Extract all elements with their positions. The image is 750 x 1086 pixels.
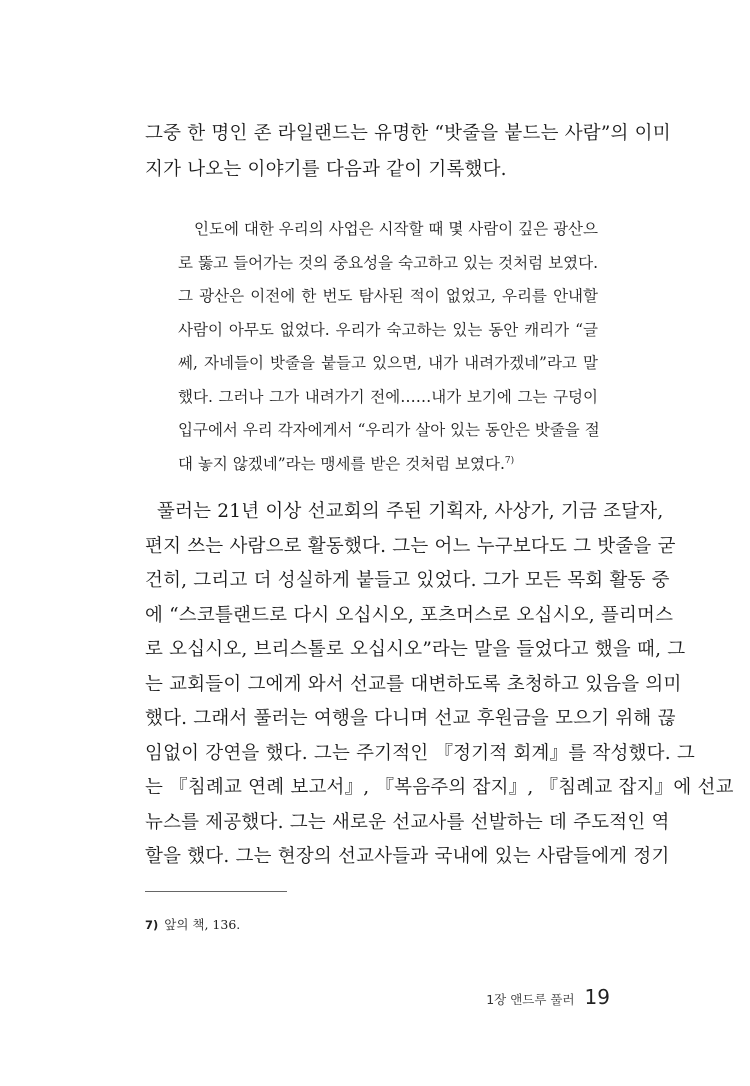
- quote-line: 입구에서 우리 각자에게서 “우리가 살아 있는 동안은 밧줄을 절: [178, 421, 600, 439]
- body-line: 했다. 그래서 풀러는 여행을 다니며 선교 후원금을 모으기 위해 끊: [145, 708, 676, 729]
- intro-line: 지가 나오는 이야기를 다음과 같이 기록했다.: [145, 159, 507, 180]
- body-line: 뉴스를 제공했다. 그는 새로운 선교사를 선발하는 데 주도적인 역: [145, 811, 670, 833]
- footnote-text: 앞의 책, 136.: [164, 917, 241, 932]
- intro-paragraph: [145, 116, 671, 188]
- quote-line: 했다. 그러나 그가 내려가기 전에……내가 보기에 그는 구덩이: [178, 387, 598, 406]
- intro-line: 그중 한 명인 존 라일랜드는 유명한 “밧줄을 붙드는 사람”의 이미: [145, 123, 671, 144]
- body-line: 건히, 그리고 더 성실하게 붙들고 있었다. 그가 모든 목회 활동 중: [145, 570, 670, 591]
- quote-line: 사람이 아무도 없었다. 우리가 숙고하는 있는 동안 캐리가 “글: [178, 320, 598, 339]
- page-number: 19: [584, 985, 610, 1009]
- block-quote: [178, 213, 598, 481]
- quote-line-last: [178, 448, 598, 482]
- quote-line: 그 광산은 이전에 한 번도 탐사된 적이 없었고, 우리를 안내할: [178, 287, 598, 305]
- body-paragraph: [145, 495, 734, 875]
- body-line: 에 “스코틀랜드로 다시 오십시오, 포츠머스로 오십시오, 플리머스: [145, 604, 674, 626]
- chapter-title: 1장 앤드루 풀러: [486, 992, 575, 1007]
- body-line: 로 오십시오, 브리스톨로 오십시오”라는 말을 들었다고 했을 때, 그: [145, 639, 686, 660]
- running-footer: [486, 985, 610, 1009]
- body-line: 임없이 강연을 했다. 그는 주기적인 『정기적 회계』를 작성했다. 그: [145, 742, 695, 764]
- footnote-divider: [145, 891, 287, 892]
- body-line: 는 『침례교 연례 보고서』, 『복음주의 잡지』, 『침례교 잡지』에 선교: [145, 777, 734, 798]
- body-line: 편지 쓰는 사람으로 활동했다. 그는 어느 누구보다도 그 밧줄을 굳: [145, 535, 676, 557]
- body-line: 할을 했다. 그는 현장의 선교사들과 국내에 있는 사람들에게 정기: [145, 846, 670, 867]
- quote-line: 대 놓지 않겠네”라는 맹세를 받은 것처럼 보였다.: [178, 454, 505, 473]
- quote-line: 로 뚫고 들어가는 것의 중요성을 숙고하고 있는 것처럼 보였다.: [178, 253, 598, 272]
- footnote-number: 7): [145, 918, 159, 932]
- body-line: 는 교회들이 그에게 와서 선교를 대변하도록 초청하고 있음을 의미: [145, 673, 682, 695]
- footnote-reference[interactable]: 7): [504, 455, 515, 466]
- quote-line: 인도에 대한 우리의 사업은 시작할 때 몇 사람이 깊은 광산으: [194, 220, 598, 238]
- footnote: [145, 916, 240, 934]
- quote-line: 쎄, 자네들이 밧줄을 붙들고 있으면, 내가 내려가겠네”라고 말: [178, 354, 598, 372]
- body-line: 풀러는 21년 이상 선교회의 주된 기획자, 사상가, 기금 조달자,: [157, 501, 664, 522]
